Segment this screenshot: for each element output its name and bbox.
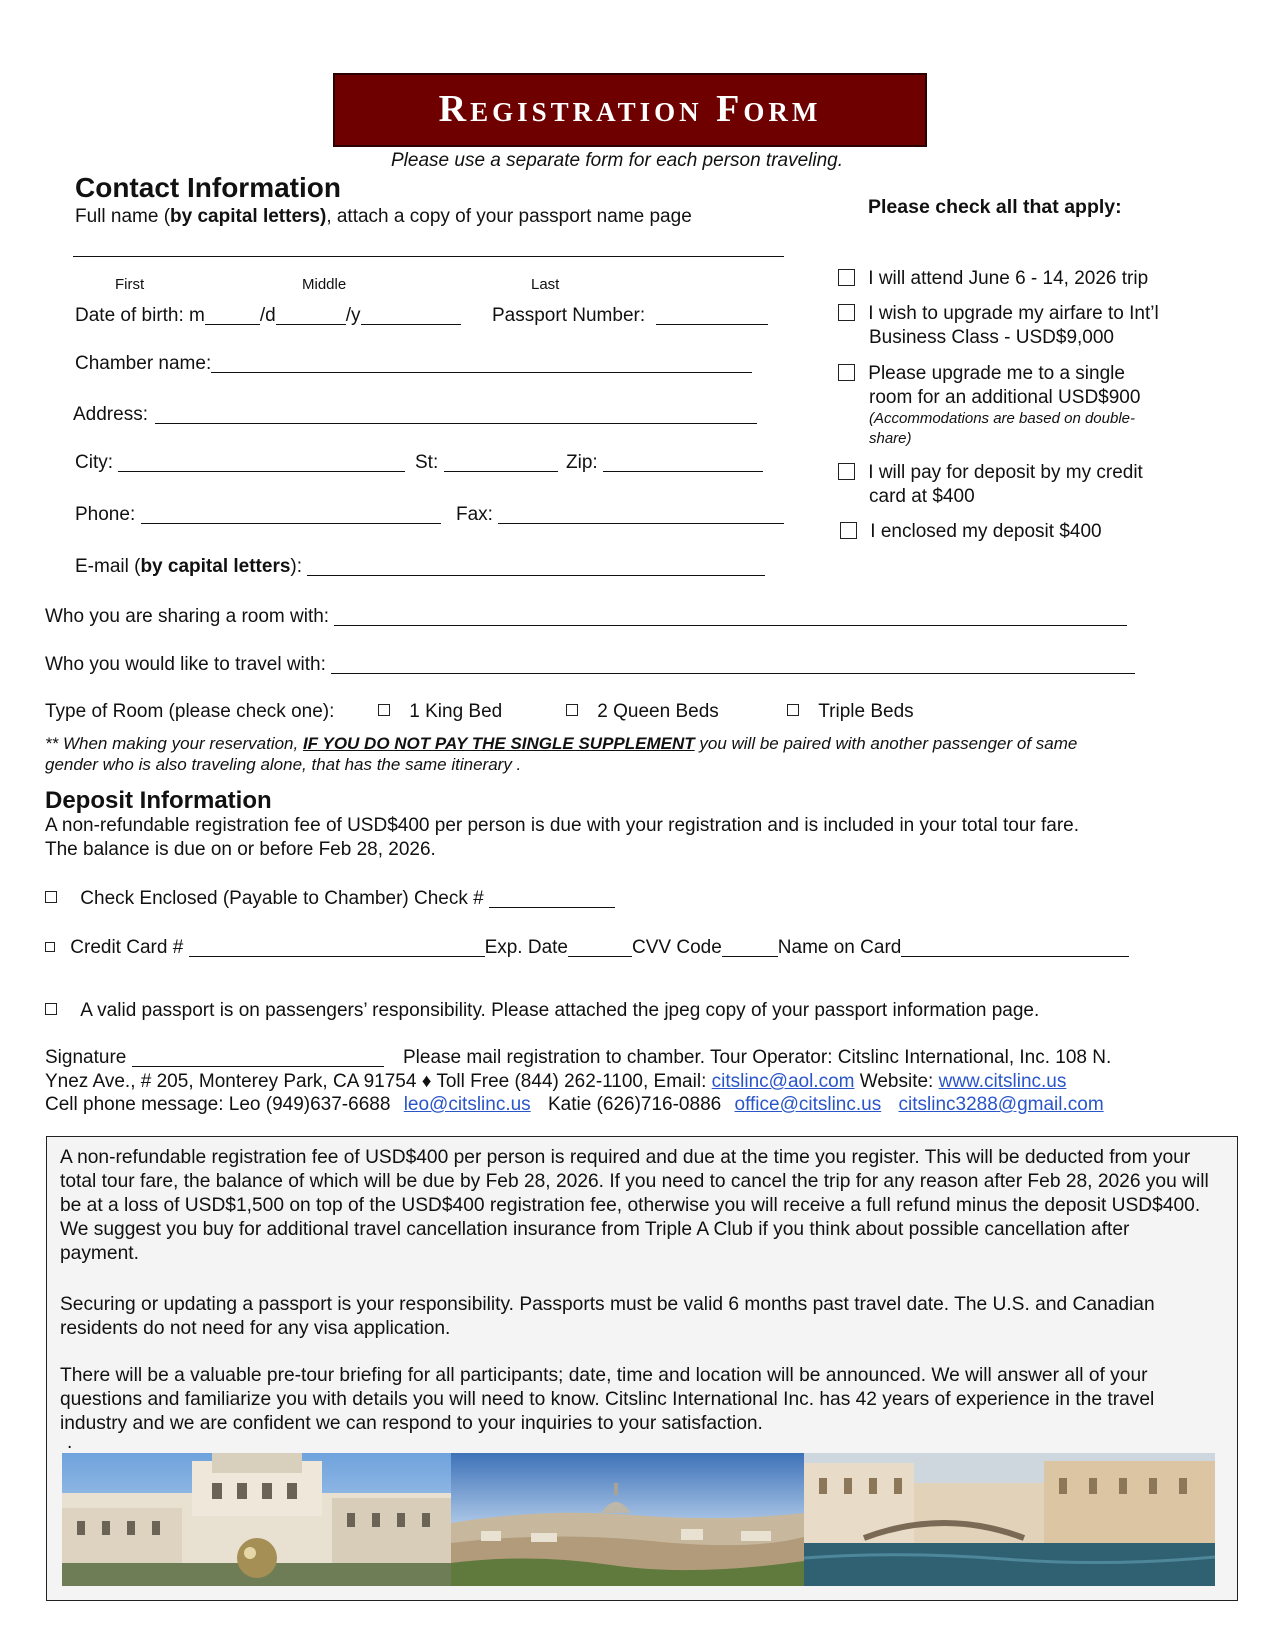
email-row (75, 556, 765, 579)
single-supplement-note (45, 734, 1077, 754)
mail-text: Please mail registration to chamber. Tour Operator: Citslinc International, Inc. 108 N. (403, 1047, 1112, 1068)
dob-day-field[interactable] (276, 306, 346, 325)
cell-label: Cell phone message: Leo (949)637-6688 (45, 1094, 391, 1115)
sharing-field[interactable] (334, 607, 1127, 626)
label-middle: Middle (302, 276, 347, 293)
upgrade-airfare-checkbox[interactable] (838, 304, 855, 321)
state-label: St: (415, 452, 439, 473)
state-row (415, 452, 558, 475)
room-option-triple[interactable] (787, 701, 914, 724)
email-bold: by capital letters (140, 556, 291, 577)
city-row (75, 452, 405, 475)
cvv-field[interactable] (722, 938, 778, 957)
options-heading: Please check all that apply: (868, 196, 1122, 218)
email-suffix: ): (290, 556, 303, 577)
rome-panorama-image (451, 1453, 804, 1586)
terms-paragraph-1: A non-refundable registration fee of USD$400 per person is required and due at the time you register. This will be deducted from your total tour fare, the balance of which will be due by Feb 28, 2026. If you need to cancel the trip for any reason after Feb 28, 2026 you will be at a loss of USD$1,500 on top of the USD$400 registration fee, otherwise you will receive a full refund minus the deposit USD$400. We suggest you buy for additional travel cancellation insurance from Triple A Club if you think about possible cancellation after payment. (60, 1147, 1209, 1264)
upgrade-airfare-label: I wish to upgrade my airfare to Int’l (868, 303, 1159, 324)
form-title: Registration Form (333, 73, 927, 147)
option-attend[interactable] (838, 268, 1148, 291)
triple-checkbox[interactable] (787, 704, 799, 716)
credit-card-label: Credit Card # (70, 937, 184, 958)
dob-year-field[interactable] (361, 306, 461, 325)
dob-y-label: /y (345, 305, 361, 326)
operator-address: Ynez Ave., # 205, Monterey Park, CA 91754 ♦ Toll Free (844) 262-1100, Email: (45, 1071, 707, 1092)
deposit-heading: Deposit Information (45, 787, 272, 814)
upgrade-airfare-label-2: Business Class - USD$9,000 (869, 327, 1114, 348)
note-suffix: you will be paired with another passenger of same (694, 734, 1078, 753)
note-emphasis: IF YOU DO NOT PAY THE SINGLE SUPPLEMENT (302, 734, 695, 753)
exp-date-label: Exp. Date (484, 937, 568, 958)
email-field[interactable] (307, 557, 765, 576)
single-room-checkbox[interactable] (838, 364, 855, 381)
office-email-link[interactable]: office@citslinc.us (734, 1094, 882, 1115)
zip-row (566, 452, 763, 475)
address-label: Address: (73, 404, 148, 425)
room-type-label: Type of Room (please check one): (45, 701, 335, 722)
state-field[interactable] (444, 453, 558, 472)
operator-address-row (45, 1071, 1066, 1094)
passport-label: Passport Number: (492, 305, 646, 326)
venetian-canal-image (804, 1453, 1215, 1586)
sharing-label: Who you are sharing a room with: (45, 606, 330, 627)
passport-field[interactable] (656, 306, 768, 325)
dob-d-label: /d (259, 305, 276, 326)
triple-label: Triple Beds (818, 701, 914, 722)
fullname-suffix: , attach a copy of your passport name page (326, 206, 692, 227)
leo-email-link[interactable]: leo@citslinc.us (403, 1094, 531, 1115)
zip-label: Zip: (566, 452, 598, 473)
room-option-king[interactable] (378, 701, 502, 724)
dob-label: Date of birth: m (75, 305, 205, 326)
city-field[interactable] (118, 453, 405, 472)
room-option-queen[interactable] (566, 701, 719, 724)
option-enclosed-deposit[interactable] (840, 521, 1102, 544)
zip-field[interactable] (603, 453, 763, 472)
attend-label: I will attend June 6 - 14, 2026 trip (868, 268, 1149, 289)
single-room-label: Please upgrade me to a single (868, 363, 1125, 384)
check-enclosed-row (45, 888, 615, 911)
phone-row (75, 504, 441, 527)
credit-deposit-checkbox[interactable] (838, 463, 855, 480)
chamber-label: Chamber name: (75, 353, 212, 374)
option-credit-deposit[interactable] (838, 462, 1143, 485)
signature-label: Signature (45, 1047, 127, 1068)
terms-paragraph-3: There will be a valuable pre-tour briefing for all participants; date, time and location will be announced. We will answer all of your questions and familiarize you with details you will need to know. Citslinc International Inc. has 42 years of experience in the travel industry and we are confident we can respond to your inquiries to your satisfaction. (60, 1365, 1155, 1434)
single-room-label-2: room for an additional USD$900 (869, 387, 1141, 408)
deposit-text-1: A non-refundable registration fee of USD$400 per person is due with your registration and is included in your total tour fare. (45, 815, 1079, 836)
attend-checkbox[interactable] (838, 269, 855, 286)
label-last: Last (531, 276, 560, 293)
phone-label: Phone: (75, 504, 136, 525)
travel-with-field[interactable] (331, 655, 1135, 674)
website-label: Website: (859, 1071, 934, 1092)
chamber-field[interactable] (211, 354, 752, 373)
operator-email-link[interactable]: citslinc@aol.com (711, 1071, 855, 1092)
fax-row (456, 504, 784, 527)
sharing-row (45, 606, 1127, 629)
queen-checkbox[interactable] (566, 704, 578, 716)
contact-heading: Contact Information (75, 172, 341, 203)
cell-row (45, 1094, 1104, 1117)
dob-month-field[interactable] (205, 306, 260, 325)
address-field[interactable] (155, 405, 757, 424)
city-label: City: (75, 452, 113, 473)
fullname-instruction (75, 206, 692, 229)
fullname-field[interactable] (73, 256, 784, 257)
passport-note-row (45, 1000, 1039, 1023)
single-supplement-note-2: gender who is also traveling alone, that has the same itinerary . (45, 755, 522, 774)
king-label: 1 King Bed (409, 701, 503, 722)
name-on-card-field[interactable] (901, 938, 1129, 957)
note-prefix: ** When making your reservation, (45, 734, 303, 753)
accommodation-note-2: share) (869, 430, 912, 447)
queen-label: 2 Queen Beds (597, 701, 719, 722)
deposit-text-2: The balance is due on or before Feb 28, 2026. (45, 839, 436, 860)
signature-row (45, 1047, 384, 1070)
king-checkbox[interactable] (378, 704, 390, 716)
credit-card-row (45, 937, 1129, 960)
dob-row (75, 305, 461, 328)
address-row (73, 404, 757, 427)
terms-dot: . (67, 1432, 73, 1453)
katie-contact: Katie (626)716-0886 (547, 1094, 722, 1115)
vatican-courtyard-image (62, 1453, 451, 1586)
credit-card-field[interactable] (189, 938, 485, 957)
name-on-card-label: Name on Card (777, 937, 902, 958)
credit-deposit-label-2: card at $400 (869, 486, 975, 507)
photo-vatican-courtyard (62, 1453, 451, 1586)
form-subtitle: Please use a separate form for each person traveling. (391, 150, 844, 171)
credit-card-checkbox[interactable] (45, 942, 55, 952)
enclosed-deposit-checkbox[interactable] (840, 522, 857, 539)
fax-field[interactable] (498, 505, 784, 524)
photo-rome-panorama (451, 1453, 804, 1586)
signature-field[interactable] (132, 1048, 384, 1067)
check-enclosed-label: Check Enclosed (Payable to Chamber) Check # (80, 888, 484, 909)
terms-paragraph-2: Securing or updating a passport is your responsibility. Passports must be valid 6 months past travel date. The U.S. and Canadian residents do not need for any visa application. (60, 1294, 1155, 1339)
passport-note-checkbox[interactable] (45, 1003, 57, 1015)
phone-field[interactable] (141, 505, 441, 524)
exp-date-field[interactable] (568, 938, 632, 957)
enclosed-deposit-label: I enclosed my deposit $400 (870, 521, 1102, 542)
fax-label: Fax: (456, 504, 493, 525)
check-number-field[interactable] (489, 889, 615, 908)
label-first: First (115, 276, 145, 293)
gmail-link[interactable]: citslinc3288@gmail.com (898, 1094, 1104, 1115)
chamber-row (75, 353, 752, 376)
website-link[interactable]: www.citslinc.us (938, 1071, 1067, 1092)
credit-deposit-label: I will pay for deposit by my credit (868, 462, 1143, 483)
fullname-bold: by capital letters) (170, 206, 327, 227)
accommodation-note-1: (Accommodations are based on double- (869, 410, 1135, 427)
passport-row (492, 305, 768, 328)
travel-with-label: Who you would like to travel with: (45, 654, 326, 675)
photo-venetian-canal (804, 1453, 1215, 1586)
passport-note-text: A valid passport is on passengers’ responsibility. Please attached the jpeg copy of your passport information page. (80, 1000, 1040, 1021)
cvv-label: CVV Code (632, 937, 722, 958)
email-prefix: E-mail ( (75, 556, 141, 577)
travel-with-row (45, 654, 1135, 677)
option-upgrade-airfare[interactable] (838, 303, 1159, 326)
check-enclosed-checkbox[interactable] (45, 891, 57, 903)
fullname-prefix: Full name ( (75, 206, 171, 227)
option-single-room[interactable] (838, 363, 1125, 386)
